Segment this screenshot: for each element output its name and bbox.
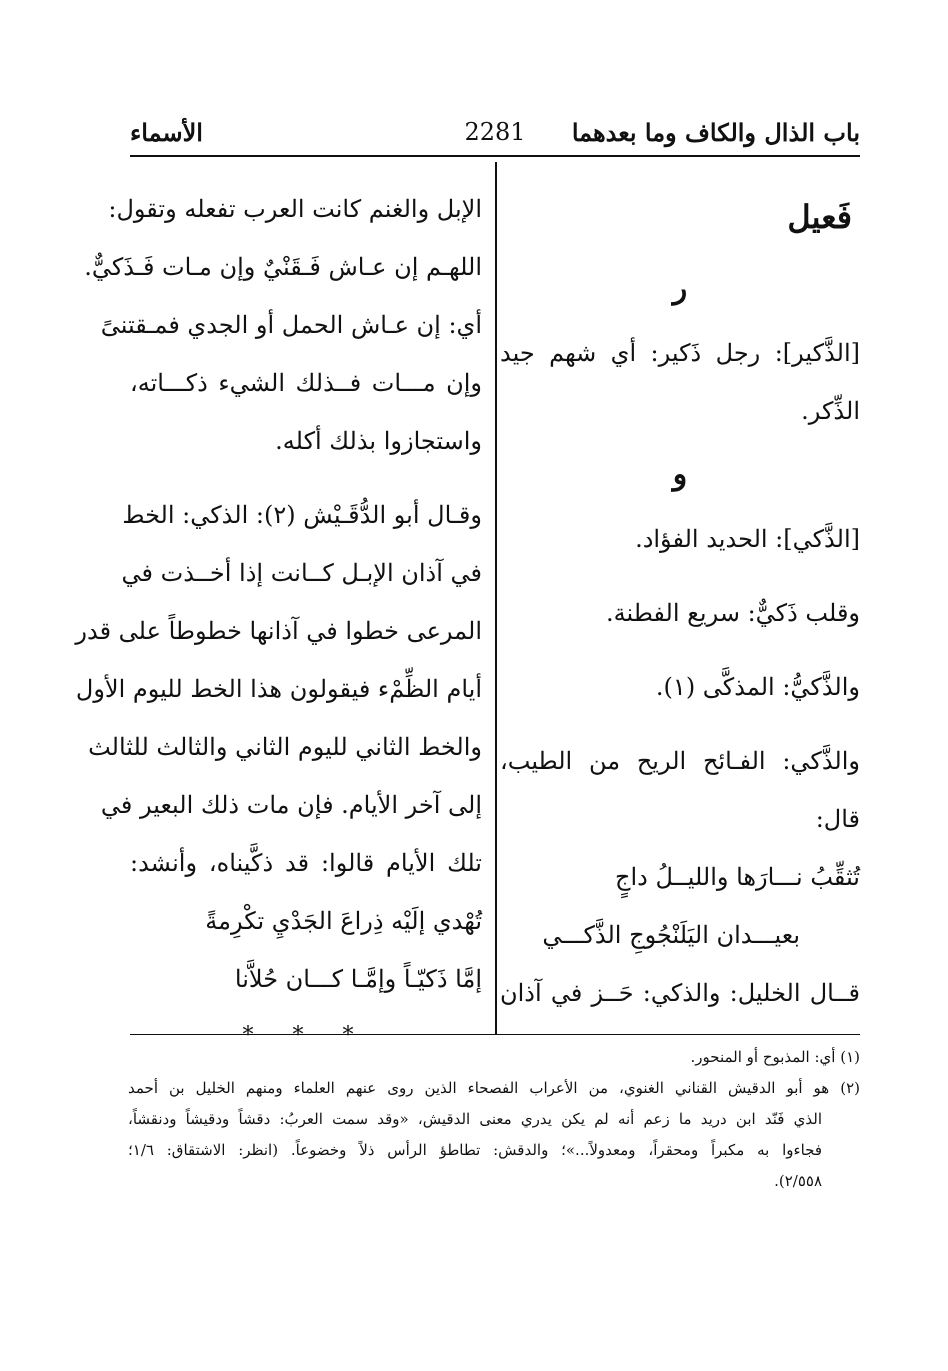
footnote-1: (١) أي: المذبوح أو المنحور. xyxy=(690,1048,860,1066)
letter-heading-waw: و xyxy=(672,457,688,492)
header-rule xyxy=(130,155,860,157)
column-divider xyxy=(495,162,497,1034)
text-line-9: أيام الظِّمْء فيقولون هذا الخط لليوم الأول xyxy=(75,675,482,703)
entry-khalil: قــال الخليل: والذكي: حَــز في آذان xyxy=(500,979,860,1007)
footnotes xyxy=(128,1042,860,1197)
verse-line-1: تُهْدي إلَيْه ذِراعَ الجَدْيِ تكْرِمةً xyxy=(205,907,482,935)
letter-heading-ra: ر xyxy=(672,271,688,306)
pattern-heading: فَعيل xyxy=(787,198,852,236)
text-line-11: إلى آخر الأيام. فإن مات ذلك البعير في xyxy=(100,791,482,819)
entry-dhaki-line-2: وقلب ذَكيٌّ: سريع الفطنة. xyxy=(605,599,860,627)
chapter-title: باب الذال والكاف وما بعدهما xyxy=(571,118,860,147)
left-column xyxy=(75,180,482,1064)
section-title: الأسماء xyxy=(130,118,203,147)
text-line-2: اللهـم إن عـاش فَـقَنْيٌ وإن مـات فَـذَكيٌّ. xyxy=(84,253,482,281)
entry-dhaki-line-3: والذَّكيُّ: المذكَّى (١). xyxy=(655,673,860,701)
text-line-8: المرعى خطوا في آذانها خطوطاً على قدر xyxy=(75,617,482,645)
footnote-2-line-1: (٢) هو أبو الدقيش القناني الغنوي، من الأعراب الفصحاء الذين روى عنهم العلماء ومنهم الخليل بن أحمد xyxy=(128,1079,860,1097)
text-line-1: الإبل والغنم كانت العرب تفعله وتقول: xyxy=(108,195,482,223)
footnote-2-line-3: فجاءوا به مكبراً ومحقراً، ومعدولاً...»؛ والدقش: تطاطؤ الرأس ذلاً وخضوعاً. (انظر: الاشتقاق: ١/٦؛ xyxy=(128,1141,822,1159)
entry-dhaki-line-1: [الذَّكي]: الحديد الفؤاد. xyxy=(635,525,860,553)
text-line-7: في آذان الإبـل كــانت إذا أخــذت في xyxy=(121,559,482,587)
entry-dhakir-line-2: الذِّكر. xyxy=(801,397,860,425)
text-line-3: أي: إن عـاش الحمل أو الجدي فمـقتنىً xyxy=(100,311,482,339)
text-line-12: تلك الأيام قالوا: قد ذكَّيناه، وأنشد: xyxy=(130,849,482,877)
verse-line-2: بعيـــدان اليَلَنْجُوجِ الذَّكـــي xyxy=(542,921,800,949)
text-line-4: وإن مـــات فــذلك الشيء ذكـــاته، xyxy=(130,369,482,397)
footnote-rule xyxy=(130,1034,860,1035)
entry-dhakir-line-1: [الذَّكير]: رجل ذَكير: أي شهم جيد xyxy=(500,339,860,367)
entry-dhaki-line-4: والذَّكي: الفـائح الريح من الطيب، xyxy=(500,747,860,775)
footnote-2-line-4: ٢/٥٥٨). xyxy=(774,1172,822,1190)
verse-line-2: إمَّا ذَكيّـاً وإمَّـا كـــان حُلاَّنا xyxy=(234,965,482,993)
section-stars: * * * xyxy=(242,1023,370,1048)
text-line-10: والخط الثاني لليوم الثاني والثالث للثالث xyxy=(88,733,482,761)
verse-line-1: تُثقِّبُ نـــارَها والليــلُ داجٍ xyxy=(614,863,860,891)
text-line-6: وقـال أبو الدُّقَـيْش (٢): الذكي: الخط xyxy=(122,501,482,529)
entry-qal: قال: xyxy=(815,805,860,833)
text-line-5: واستجازوا بذلك أكله. xyxy=(275,427,482,455)
footnote-2-line-2: الذي فَنّد ابن دريد ما زعم أنه لم يكن يدري معنى الدقيش، «وقد سمت العربُ: دقشاً ودقيشاً ودنقشاً، xyxy=(128,1110,822,1128)
right-column xyxy=(500,180,860,1022)
page-number: 2281 xyxy=(464,118,526,146)
